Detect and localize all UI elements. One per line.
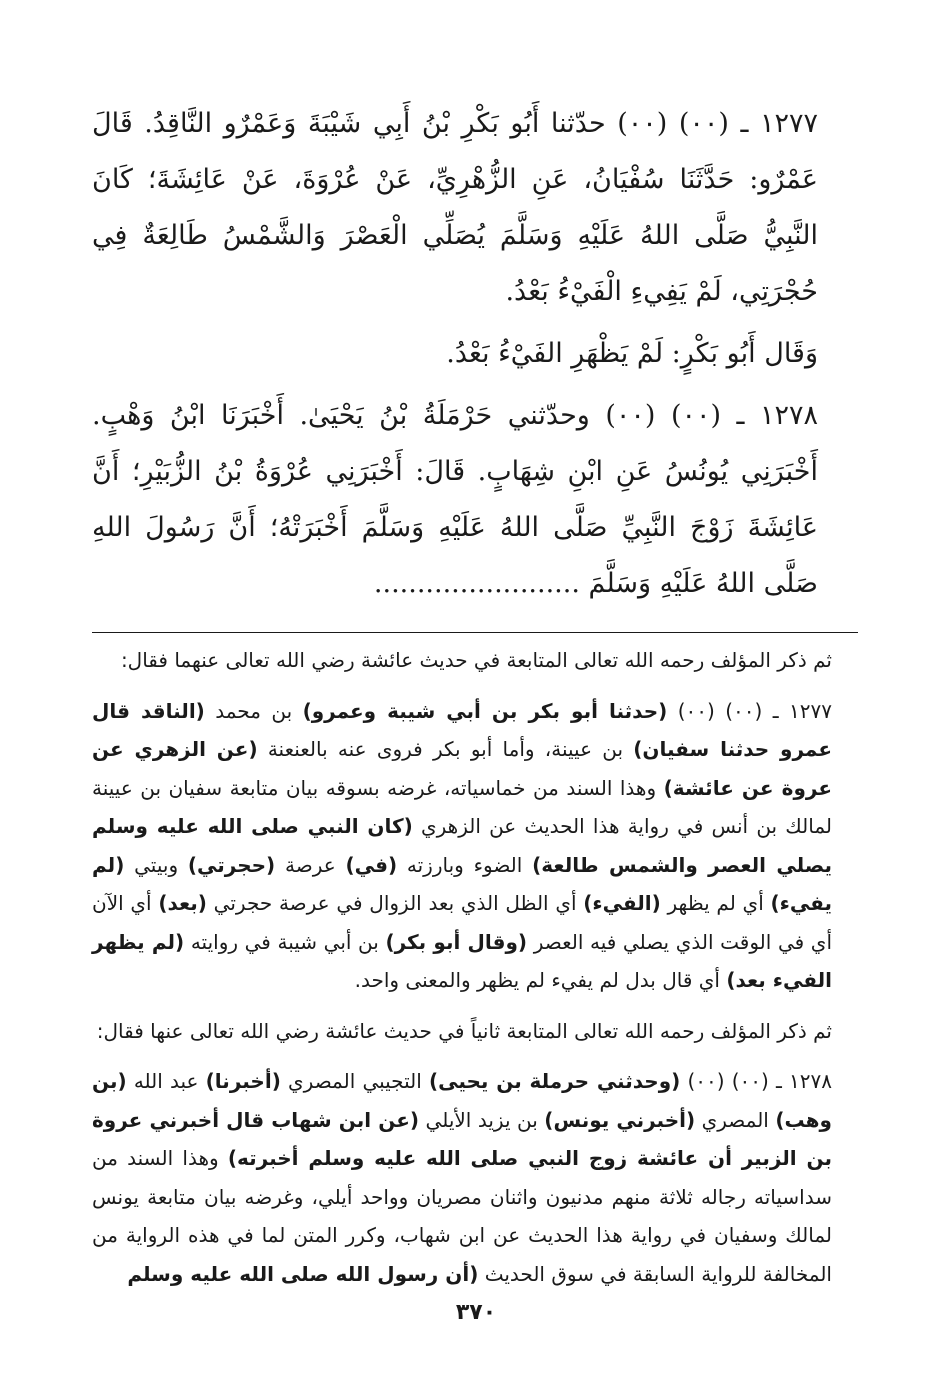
commentary-text: ١٢٧٨ ـ (٠٠) (٠٠): [680, 1069, 832, 1093]
commentary-1278: [92, 1062, 858, 1293]
commentary-text: وهذا السند من خماسياته، غرضه بسوقه بيان متابعة سفيان بن عيينة لمالك بن أنس في رواية هذا الحديث عن الزهري: [92, 775, 833, 838]
commentary-bold-quote: (لم يظهر الفيء بعد): [92, 929, 832, 992]
commentary-intro-2: ثم ذكر المؤلف رحمه الله تعالى المتابعة ثانياً في حديث عائشة رضي الله تعالى عنها فقال:: [96, 1018, 832, 1043]
commentary-text: أي لم يظهر: [660, 891, 771, 915]
commentary-text: بن يزيد الأيلي: [419, 1107, 545, 1132]
commentary-text: أي الآن أي في الوقت الذي يصلي فيه العصر: [92, 891, 833, 954]
commentary-bold-quote: (الفيء): [583, 891, 661, 915]
commentary-bold-quote: (بعد): [158, 891, 207, 915]
commentary-text: وبيتي: [124, 852, 188, 877]
commentary-text: التجيبي المصري: [280, 1069, 429, 1093]
commentary-bold-quote: (حدثنا أبو بكر بن أبي شيبة وعمرو): [302, 698, 668, 723]
commentary-bold-quote: (لم يفيء): [92, 852, 833, 915]
text-commentary-divider: [92, 632, 858, 633]
commentary-text: بن أبي شيبة في روايته: [184, 929, 386, 954]
page-number: ٣٧٠: [455, 1300, 497, 1325]
commentary-bold-quote: (وحدثني حرملة بن يحيى): [428, 1069, 681, 1093]
commentary-bold-quote: (عن الزهري عن عروة عن عائشة): [92, 737, 832, 800]
hadith-1277: ١٢٧٧ ـ (٠٠) (٠٠) حدّثنا أَبُو بَكْرِ بْنُ أَبِي شَيْبَةَ وَعَمْرٌو النَّاقِدُ. قَالَ عَمْرٌو: حَدَّثَنَا سُفْيَانُ، عَنِ الزُّهْرِيِّ، عَنْ عُرْوَةَ، عَنْ عَائِشَةَ؛ كَانَ النَّبِيُّ صَلَّى اللهُ عَلَيْهِ وَسَلَّمَ يُصَلِّي الْعَصْرَ وَالشَّمْسُ طَالِعَةٌ فِي حُجْرَتِي، لَمْ يَفِيءِ الْفَيْءُ بَعْدُ.: [92, 108, 818, 307]
commentary-block: [92, 641, 858, 1293]
commentary-bold-quote: (أخبرني يونس): [544, 1107, 696, 1132]
commentary-bold-quote: (حجرتي): [187, 852, 276, 877]
commentary-bold-quote: (أخبرنا): [205, 1069, 281, 1093]
commentary-bold-quote: (عن ابن شهاب قال أخبرني عروة بن الزبير أن عائشة زوج النبي صلى الله عليه وسلم أخبرته): [92, 1107, 832, 1170]
commentary-text: أي قال بدل لم يفيء لم يظهر والمعنى واحد.: [354, 968, 727, 992]
book-page: [92, 96, 858, 1305]
commentary-text: وهذا السند من سداسياته رجاله ثلاثة منهم مدنيون واثنان مصريان وواحد أيلي، وغرضه بيان متابعة يونس لمالك وسفيان في رواية هذا الحديث عن ابن شهاب، وكرر المتن لما في هذه الرواية من المخالفة للرواية السابقة في سوق الحديث: [92, 1146, 832, 1286]
commentary-bold-quote: (في): [345, 852, 398, 877]
commentary-text: بن محمد: [204, 698, 303, 723]
commentary-bold-quote: (وقال أبو بكر): [385, 929, 528, 954]
hadith-text-block: [92, 96, 858, 612]
commentary-text: الضوء وبارزته: [397, 852, 533, 877]
commentary-text: بن عيينة، وأما أبو بكر فروى عنه بالعنعنة: [257, 737, 634, 761]
commentary-text: ١٢٧٧ ـ (٠٠) (٠٠): [667, 698, 832, 723]
hadith-1277-abubakr-note: وَقَال أَبُو بَكْرٍ: لَمْ يَظْهَرِ الفَيْءُ بَعْدُ.: [446, 338, 818, 369]
commentary-text: عرصة: [275, 852, 346, 877]
commentary-1277: [92, 692, 858, 1000]
commentary-intro-1: ثم ذكر المؤلف رحمه الله تعالى المتابعة في حديث عائشة رضي الله تعالى عنهما فقال:: [120, 648, 832, 672]
commentary-bold-quote: (بن وهب): [92, 1069, 832, 1132]
commentary-bold-quote: (كان النبي صلى الله عليه وسلم يصلي العصر والشمس طالعة): [92, 814, 832, 877]
commentary-text: المصري: [695, 1107, 776, 1132]
commentary-bold-quote: (الناقد قال عمرو حدثنا سفيان): [92, 698, 833, 761]
commentary-text: عبد الله: [126, 1069, 206, 1093]
commentary-bold-quote: (أن رسول الله صلى الله عليه وسلم: [127, 1261, 479, 1286]
hadith-1278: ١٢٧٨ ـ (٠٠) (٠٠) وحدّثني حَرْمَلَةُ بْنُ يَحْيَىٰ. أَخْبَرَنَا ابْنُ وَهْبٍ. أَخْبَرَنِي يُونُسُ عَنِ ابْنِ شِهَابٍ. قَالَ: أَخْبَرَنِي عُرْوَةُ بْنُ الزُّبَيْرِ؛ أَنَّ عَائِشَةَ زَوْجَ النَّبِيِّ صَلَّى اللهُ عَلَيْهِ وَسَلَّمَ أَخْبَرَتْهُ؛ أَنَّ رَسُولَ اللهِ صَلَّى اللهُ عَلَيْهِ وَسَلَّمَ ........................: [92, 400, 818, 599]
commentary-text: أي الظل الذي بعد الزوال في عرصة حجرتي: [206, 891, 584, 915]
